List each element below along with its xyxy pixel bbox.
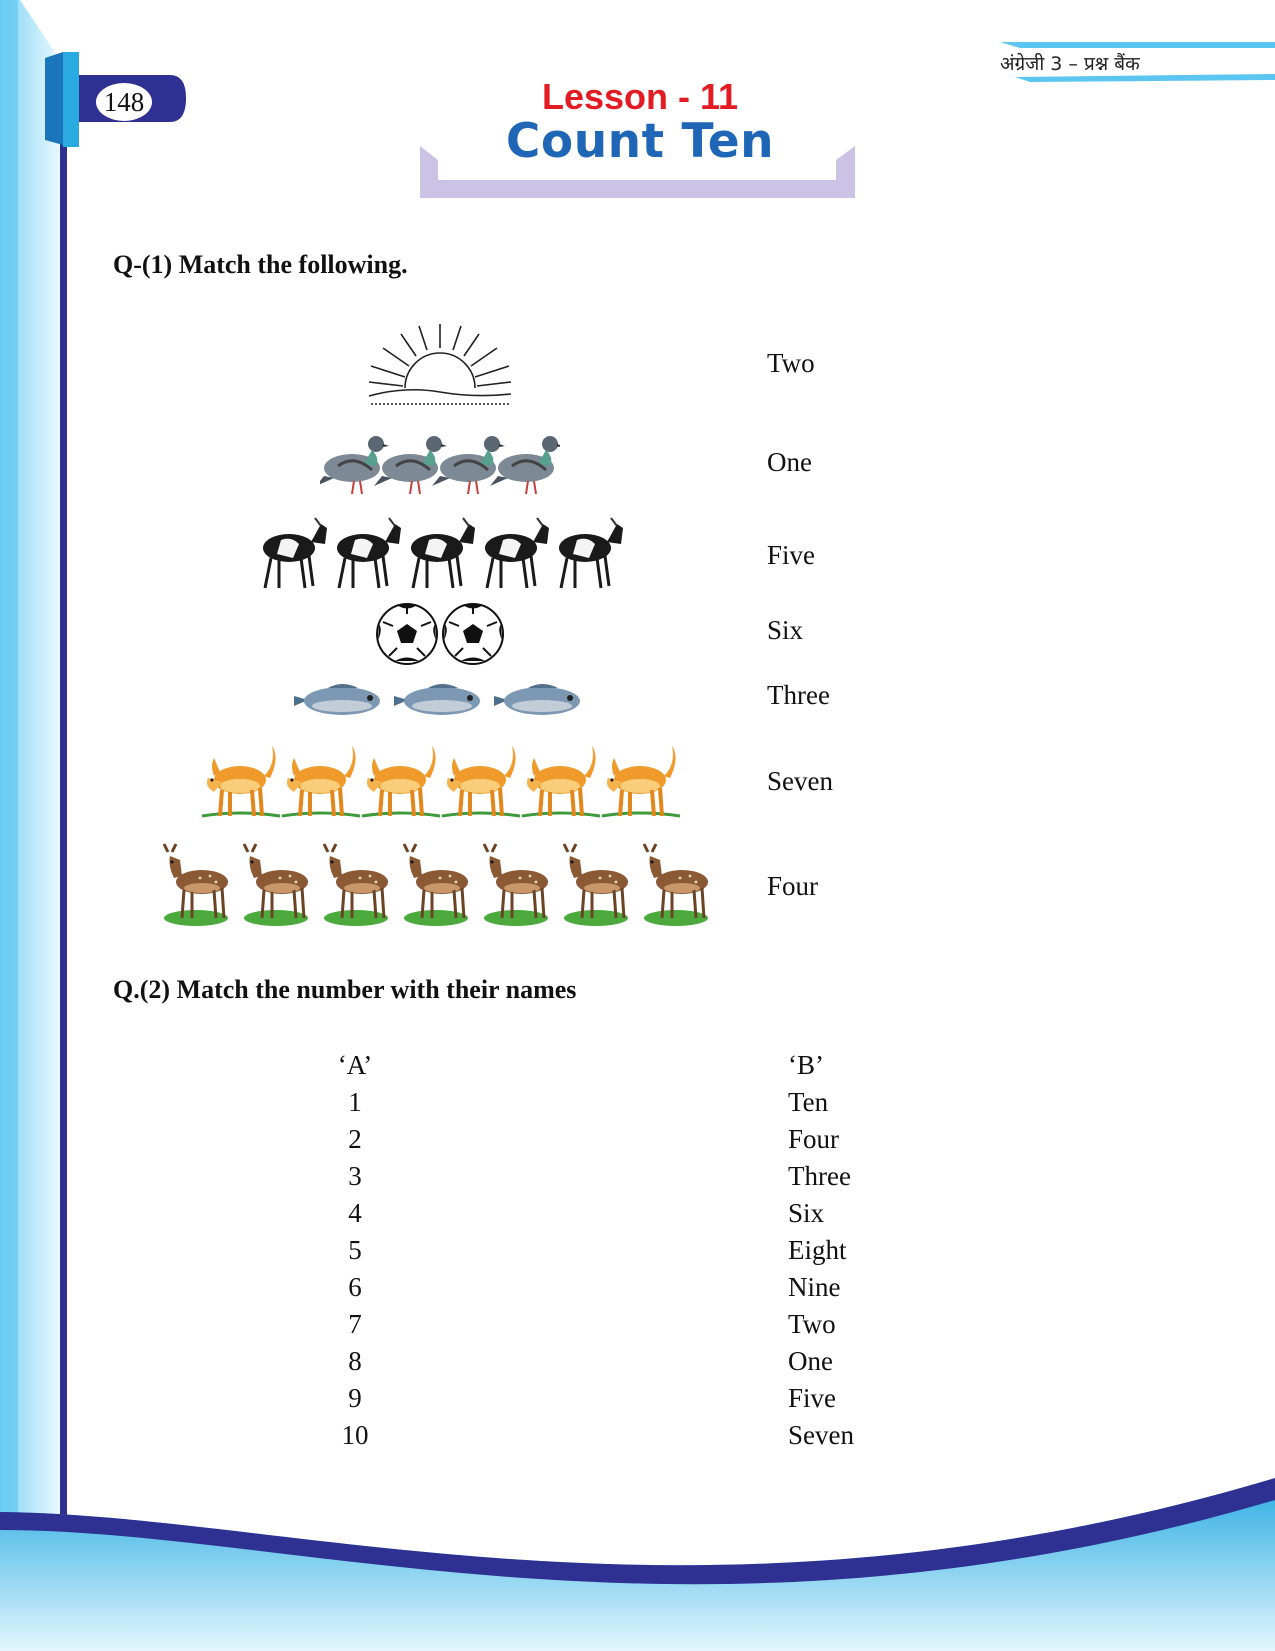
q2-heading: Q.(2) Match the number with their names	[113, 975, 577, 1004]
number-cell: 4	[348, 1198, 362, 1228]
number-cell: 9	[348, 1383, 362, 1413]
match-word: One	[767, 447, 812, 477]
name-cell: Ten	[788, 1087, 829, 1117]
fish-icon	[290, 676, 590, 722]
column-b-header: ‘B’	[788, 1050, 824, 1080]
match-word: Four	[767, 871, 819, 901]
dog-icon	[200, 736, 680, 822]
number-cell: 5	[348, 1235, 362, 1265]
number-cell: 6	[348, 1272, 362, 1302]
deer-icon	[160, 842, 720, 928]
name-cell: Nine	[788, 1272, 841, 1302]
pigeon-icon	[320, 424, 560, 498]
football-icon	[375, 602, 505, 666]
picture-row-deer	[150, 842, 730, 928]
lesson-title: Count Ten	[505, 114, 775, 169]
number-cell: 1	[348, 1087, 362, 1117]
number-cell: 10	[341, 1420, 369, 1450]
name-cell: Five	[788, 1383, 837, 1413]
number-cell: 3	[348, 1161, 362, 1191]
name-cell: Four	[788, 1124, 840, 1154]
number-cell: 7	[348, 1309, 362, 1339]
name-cell: Six	[788, 1198, 825, 1228]
q1-heading: Q-(1) Match the following.	[113, 250, 408, 279]
sun-icon	[365, 322, 515, 408]
match-word: Three	[767, 680, 830, 710]
picture-row-sun	[150, 322, 730, 408]
match-word: Two	[767, 348, 815, 378]
match-word: Five	[767, 540, 816, 570]
number-cell: 2	[348, 1124, 362, 1154]
picture-row-footballs	[150, 602, 730, 666]
name-cell: Eight	[788, 1235, 847, 1265]
picture-row-fish	[150, 676, 730, 722]
book-series-label: अंग्रेजी 3 – प्रश्न बैंक	[1000, 53, 1140, 75]
name-cell: One	[788, 1346, 833, 1376]
column-a-header: ‘A’	[337, 1050, 373, 1080]
match-word: Six	[767, 615, 804, 645]
goat-icon	[255, 514, 625, 592]
page-number: 148	[103, 87, 145, 117]
name-cell: Seven	[788, 1420, 854, 1450]
number-cell: 8	[348, 1346, 362, 1376]
lesson-label: Lesson - 11	[541, 76, 739, 117]
picture-row-pigeons	[150, 424, 730, 498]
picture-row-goats	[150, 514, 730, 592]
name-cell: Two	[788, 1309, 836, 1339]
picture-row-dogs	[150, 736, 730, 822]
name-cell: Three	[788, 1161, 851, 1191]
match-word: Seven	[767, 766, 833, 796]
